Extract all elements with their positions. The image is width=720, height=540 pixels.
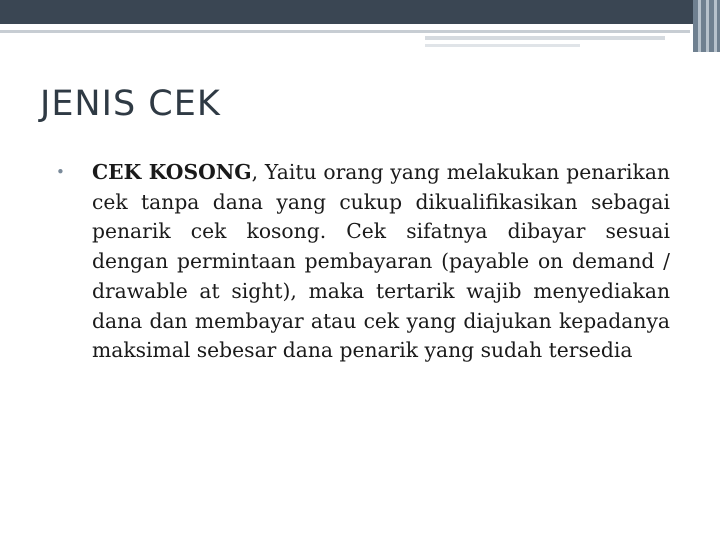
header-rule: [0, 30, 690, 33]
bullet-paragraph: [92, 158, 670, 366]
corner-stripe: [714, 0, 717, 52]
slide-title: JENIS CEK: [40, 84, 221, 124]
header-accent-line: [425, 36, 665, 40]
header-accent-line-short: [425, 44, 580, 47]
header-band: [0, 0, 720, 24]
corner-stripe: [698, 0, 701, 52]
corner-stripe: [706, 0, 709, 52]
term-definition: , Yaitu orang yang melakukan penarikan cek tanpa dana yang cukup dikualifikasikan sebagai penarik cek kosong. Cek sifatnya dibayar sesuai dengan permintaan pembayaran (payable on demand / drawable at sight), maka tertarik wajib menyediakan dana dan membayar atau cek yang diajukan kepadanya maksimal sebesar dana penarik yang sudah tersedia: [92, 160, 670, 363]
bullet-marker: •: [56, 163, 65, 181]
term-label: CEK KOSONG: [92, 160, 252, 184]
